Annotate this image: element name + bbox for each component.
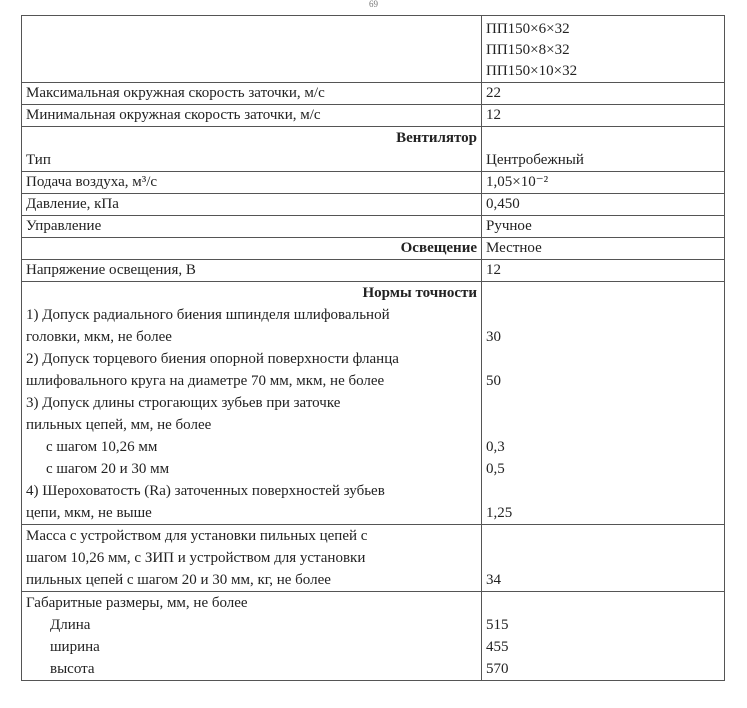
- table-row-mass: [22, 525, 725, 592]
- row-label: Максимальная окружная скорость заточки, м/с: [22, 83, 482, 105]
- lighting-heading: Освещение: [22, 238, 482, 260]
- table-row-accuracy: [22, 282, 725, 525]
- row-value: 570: [486, 661, 509, 677]
- dims-item-label: Длина: [50, 617, 91, 633]
- row-label: Напряжение освещения, В: [22, 260, 482, 282]
- table-row-control: [22, 216, 725, 238]
- models-label-cell: [22, 16, 482, 83]
- model-name: ПП150×6×32: [486, 21, 570, 37]
- mass-line: шагом 10,26 мм, с ЗИП и устройством для установки: [26, 550, 366, 566]
- row-value: 50: [486, 373, 501, 389]
- page-number: 69: [369, 0, 378, 9]
- mass-line: пильных цепей с шагом 20 и 30 мм, кг, не более: [26, 572, 331, 588]
- row-value: 22: [482, 83, 725, 105]
- table-row-air-supply: [22, 172, 725, 194]
- dims-cell: [22, 592, 482, 681]
- acc3-sub-label: с шагом 20 и 30 мм: [46, 461, 170, 477]
- model-name: ПП150×10×32: [486, 63, 578, 79]
- row-label: Минимальная окружная скорость заточки, м/с: [22, 105, 482, 127]
- row-value: Местное: [482, 238, 725, 260]
- row-label: Тип: [26, 152, 51, 168]
- mass-line: Масса с устройством для установки пильных цепей с: [26, 528, 368, 544]
- mass-cell: [22, 525, 482, 592]
- models-cell: [482, 16, 725, 83]
- acc3-line: 3) Допуск длины строгающих зубьев при заточке: [26, 395, 341, 411]
- model-name: ПП150×8×32: [486, 42, 570, 58]
- accuracy-values-cell: [482, 282, 725, 525]
- acc1-line: головки, мкм, не более: [26, 329, 172, 345]
- dims-item-label: ширина: [50, 639, 100, 655]
- table-row-models: [22, 16, 725, 83]
- row-value: 12: [482, 105, 725, 127]
- row-label: Управление: [22, 216, 482, 238]
- acc3-sub-label: с шагом 10,26 мм: [46, 439, 158, 455]
- row-value: 0,3: [486, 439, 505, 455]
- fan-heading: Вентилятор: [396, 130, 477, 146]
- accuracy-heading: Нормы точности: [362, 285, 477, 301]
- row-value: 0,450: [482, 194, 725, 216]
- acc4-line: цепи, мкм, не выше: [26, 505, 152, 521]
- acc1-line: 1) Допуск радиального биения шпинделя шлифовальной: [26, 307, 390, 323]
- acc2-line: шлифовального круга на диаметре 70 мм, мкм, не более: [26, 373, 385, 389]
- table-row-min-speed: [22, 105, 725, 127]
- dims-values-cell: [482, 592, 725, 681]
- dims-label: Габаритные размеры, мм, не более: [26, 595, 248, 611]
- table-row-dimensions: [22, 592, 725, 681]
- table-row-light-voltage: [22, 260, 725, 282]
- row-value: 30: [486, 329, 501, 345]
- row-label: Давление, кПа: [22, 194, 482, 216]
- row-value: 12: [482, 260, 725, 282]
- table-row-max-speed: [22, 83, 725, 105]
- accuracy-cell: [22, 282, 482, 525]
- row-value: 455: [486, 639, 509, 655]
- table-row-pressure: [22, 194, 725, 216]
- dims-item-label: высота: [50, 661, 95, 677]
- table-row-lighting: [22, 238, 725, 260]
- acc2-line: 2) Допуск торцевого биения опорной поверхности фланца: [26, 351, 399, 367]
- spec-table: [21, 15, 725, 681]
- row-value: 515: [486, 617, 509, 633]
- acc3-line: пильных цепей, мм, не более: [26, 417, 212, 433]
- row-label: Подача воздуха, м³/с: [22, 172, 482, 194]
- acc4-line: 4) Шероховатость (Ra) заточенных поверхностей зубьев: [26, 483, 385, 499]
- row-value: Центробежный: [482, 127, 725, 172]
- row-value: 0,5: [486, 461, 505, 477]
- row-value: Ручное: [482, 216, 725, 238]
- fan-section-cell: [22, 127, 482, 172]
- row-value: 1,25: [486, 505, 513, 521]
- row-value: 1,05×10⁻²: [482, 172, 725, 194]
- table-row-fan: [22, 127, 725, 172]
- row-value: 34: [482, 525, 725, 592]
